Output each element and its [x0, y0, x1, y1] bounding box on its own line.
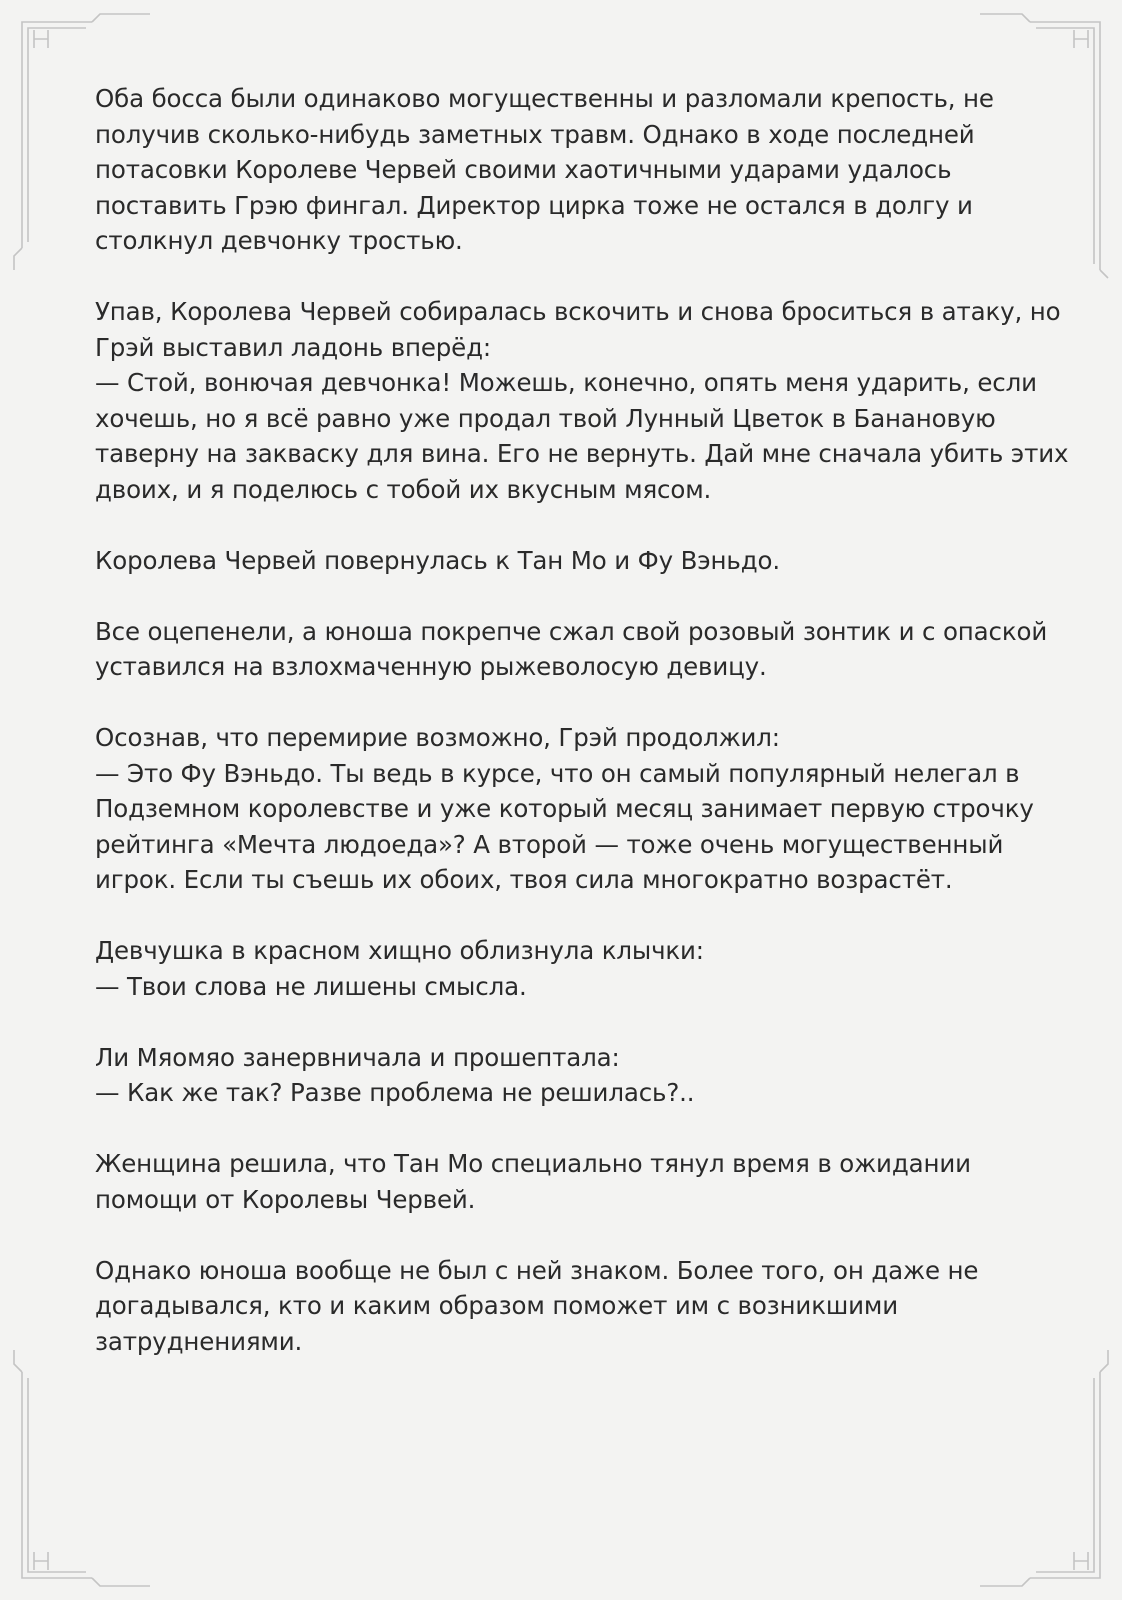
- text-line: догадывался, кто и каким образом поможет им с возникшими: [95, 1291, 898, 1320]
- text-line: Грэй выставил ладонь вперёд:: [95, 332, 491, 362]
- text-line: столкнул девчонку тростью.: [95, 226, 463, 255]
- text-line: потасовки Королеве Червей своими хаотичными ударами удалось: [95, 155, 952, 184]
- text-line: таверну на закваску для вина. Его не вернуть. Дай мне сначала убить этих: [95, 439, 1069, 468]
- text-line: Однако юноша вообще не был с ней знаком. Более того, он даже не: [95, 1255, 979, 1285]
- text-line: Осознав, что перемирие возможно, Грэй продолжил:: [95, 723, 780, 752]
- paragraph-3: [95, 543, 1045, 579]
- text-line: — Это Фу Вэньдо. Ты ведь в курсе, что он самый популярный нелегал в: [95, 758, 1020, 788]
- text-line: рейтинга «Мечта людоеда»? А второй — тоже очень могущественный: [95, 829, 1004, 859]
- text-line: Оба босса были одинаково могущественны и разломали крепость, не: [95, 84, 994, 113]
- text-line: помощи от Королевы Червей.: [95, 1184, 476, 1214]
- chapter-text: [95, 81, 1069, 1395]
- text-line: уставился на взлохмаченную рыжеволосую девицу.: [95, 652, 767, 681]
- text-line: хочешь, но я всё равно уже продал твой Лунный Цветок в Банановую: [95, 403, 996, 433]
- text-line: Упав, Королева Червей собиралась вскочить и снова броситься в атаку, но: [95, 297, 1061, 326]
- text-line: Девчушка в красном хищно облизнула клычки:: [95, 936, 704, 965]
- text-line: затруднениями.: [95, 1326, 303, 1356]
- paragraph-8: [95, 1146, 1045, 1217]
- text-line: получив сколько-нибудь заметных травм. Однако в ходе последней: [95, 119, 975, 149]
- text-line: игрок. Если ты съешь их обоих, твоя сила многократно возрастёт.: [95, 865, 953, 894]
- text-line: Королева Червей повернулась к Тан Мо и Фу Вэньдо.: [95, 545, 780, 575]
- text-line: Все оцепенели, а юноша покрепче сжал свой розовый зонтик и с опаской: [95, 616, 1048, 646]
- paragraph-1: [95, 81, 1045, 259]
- paragraph-6: [95, 933, 1045, 1004]
- text-line: — Стой, вонючая девчонка! Можешь, конечно, опять меня ударить, если: [95, 368, 1037, 397]
- paragraph-7: [95, 1040, 1045, 1111]
- text-line: Подземном королевстве и уже который месяц занимает первую строчку: [95, 794, 1034, 823]
- text-line: — Твои слова не лишены смысла.: [95, 971, 527, 1001]
- text-line: двоих, и я поделюсь с тобой их вкусным мясом.: [95, 474, 712, 504]
- text-line: поставить Грэю фингал. Директор цирка тоже не остался в долгу и: [95, 190, 973, 220]
- text-line: — Как же так? Разве проблема не решилась?..: [95, 1078, 695, 1107]
- paragraph-5: [95, 720, 1045, 898]
- text-line: Ли Мяомяо занервничала и прошептала:: [95, 1042, 620, 1072]
- paragraph-2: [95, 294, 1069, 507]
- paragraph-4: [95, 614, 1048, 685]
- paragraph-9: [95, 1253, 1045, 1360]
- text-line: Женщина решила, что Тан Мо специально тянул время в ожидании: [95, 1149, 971, 1178]
